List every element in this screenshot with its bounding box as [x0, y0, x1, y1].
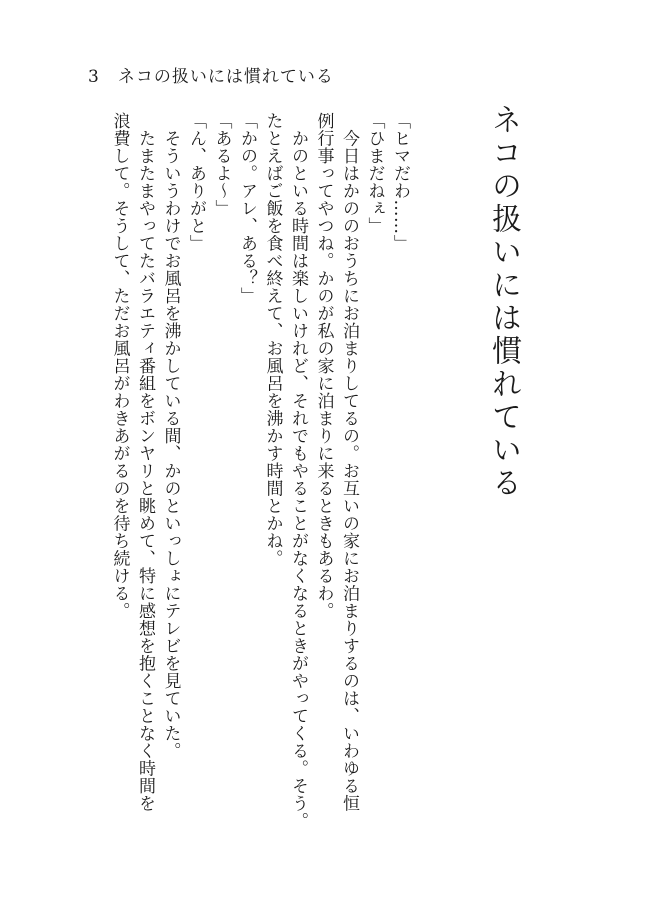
- text-line: 「ひまだねぇ」: [364, 112, 385, 235]
- text-line: かのといる時間は楽しいけれど、それでもやることがなくなるときがやってくる。そう。: [288, 112, 308, 830]
- body-text: [106, 112, 412, 832]
- text-line: 「ヒマだわ……」: [390, 112, 410, 252]
- text-line: たとえばご飯を食べ終えて、お風呂を沸かす時間とかね。: [262, 112, 283, 567]
- chapter-title: ネコの扱いには慣れている: [486, 104, 521, 500]
- text-line: たまたまやってたバラエティ番組をボンヤリと眺めて、特に感想を抱くことなく時間を: [135, 112, 155, 812]
- text-line: 浪費して。そうして、ただお風呂がわきあがるのを待ち続ける。: [109, 112, 130, 620]
- text-line: 今日はかののおうちにお泊まりしてるの。お互いの家にお泊まりするのは、いわゆる恒: [339, 112, 359, 812]
- text-line: 「かの。アレ、ある？」: [237, 112, 257, 305]
- page-number: 3: [88, 67, 100, 87]
- text-line: 「ん、ありがと」: [186, 112, 206, 252]
- text-line: 「あるよ～」: [211, 112, 232, 217]
- running-header: [88, 62, 334, 87]
- text-line: 例行事ってやつね。かのが私の家に泊まりに来るときもあるわ。: [313, 112, 334, 620]
- text-line: そういうわけでお風呂を沸かしている間、かのといっしょにテレビを見ていた。: [160, 112, 181, 760]
- running-title: ネコの扱いには慣れている: [117, 67, 334, 87]
